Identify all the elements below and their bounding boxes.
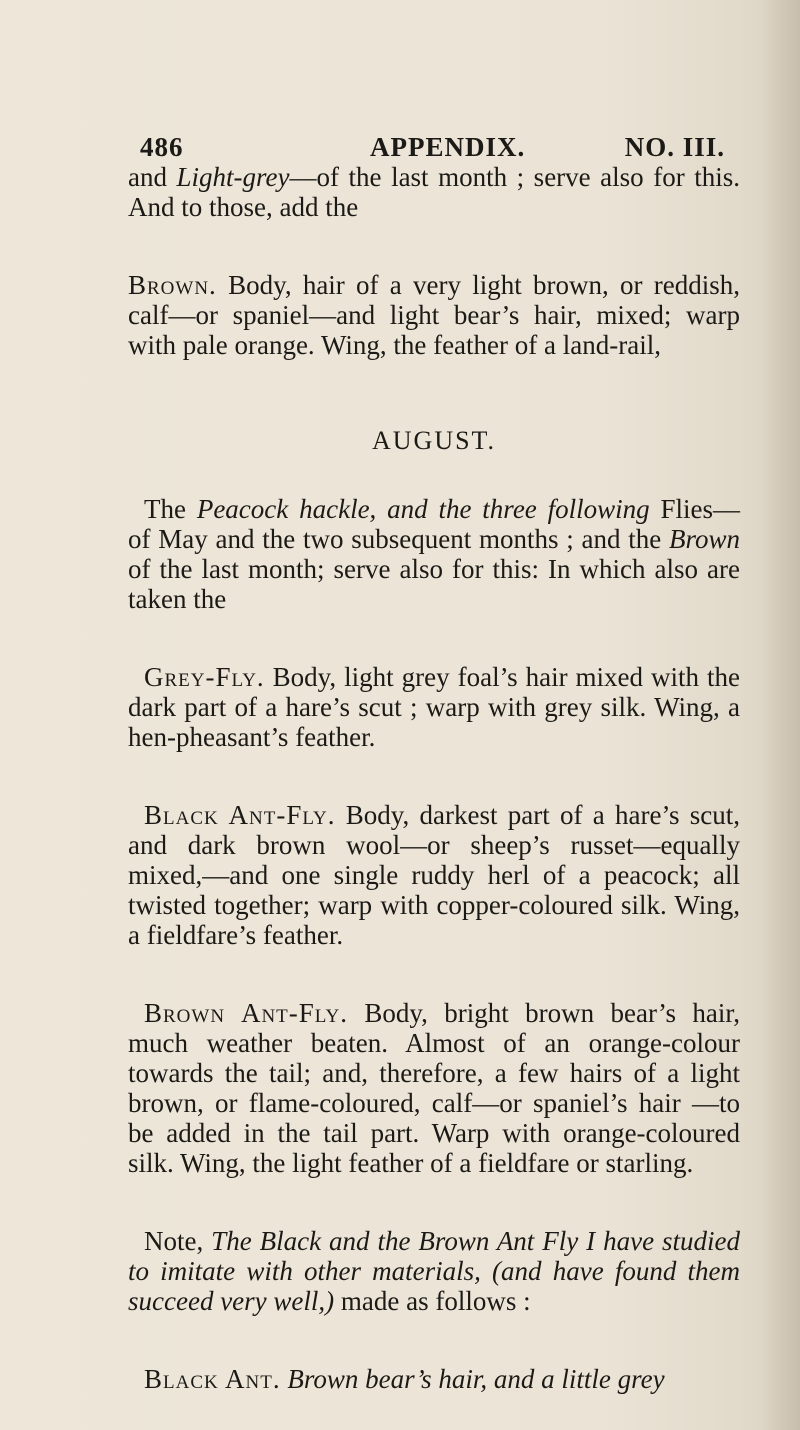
italic-text: Brown bear’s hair, and a little grey [280, 1364, 665, 1394]
italic-text: Brown [668, 524, 740, 554]
italic-text: Peacock hackle, and the three following [196, 494, 650, 524]
paragraph-light-grey [128, 162, 740, 222]
paragraph-note [128, 1226, 740, 1316]
paragraph-text: —of the last month ; serve also for this. And to those, add the [128, 162, 740, 222]
fly-name: Brown. [128, 270, 217, 300]
paragraph-text: Note, [144, 1226, 212, 1256]
paragraph-black-ant-fly [128, 800, 740, 950]
fly-name: Grey-Fly. [144, 662, 265, 692]
paragraph-text: Flies— of May and the two subsequent months ; and the [128, 494, 741, 554]
fly-name: Black Ant-Fly. [144, 800, 336, 830]
body-text [128, 162, 740, 1394]
page-edge-shadow [760, 0, 800, 1430]
paragraph-text: and [128, 162, 177, 192]
month-heading: AUGUST. [371, 426, 497, 455]
paragraph-brown [128, 270, 740, 360]
paragraph-black-ant [128, 1364, 740, 1394]
italic-text: The Black and the Brown Ant Fly I have studied to imitate with other materials, (and have found them succeed very well,) [128, 1226, 740, 1316]
fly-name: Black Ant. [144, 1364, 281, 1394]
paragraph-text: Body, light grey foal’s hair mixed with the dark part of a hare’s scut ; warp with grey silk. Wing, a hen-pheasant’s feather. [128, 662, 740, 752]
page-number: 486 [140, 132, 184, 162]
paragraph-text: made as follows : [334, 1286, 531, 1316]
paragraph-august-intro [128, 494, 740, 614]
paragraph-brown-ant-fly [128, 998, 740, 1178]
paragraph-text: Body, darkest part of a hare’s scut, and dark brown wool—or sheep’s russet—equally mixed,—and one single ruddy herl of a peacock; all twisted together; warp with copper-coloured silk. Wing, a fieldfare’s feather. [128, 800, 740, 950]
paragraph-text: Body, bright brown bear’s hair, much weather beaten. Almost of an orange-colour towards the tail; and, therefore, a few hairs of a light brown, or flame-coloured, calf—or spaniel’s hair —to be added in the tail part. Warp with orange-coloured silk. Wing, the light feather of a fieldfare or starling. [128, 998, 741, 1178]
paragraph-grey-fly [128, 662, 740, 752]
fly-name: Brown Ant-Fly. [144, 998, 348, 1028]
running-title: APPENDIX. [370, 132, 526, 162]
section-label: NO. III. [624, 132, 725, 162]
paragraph-text: The [144, 494, 197, 524]
paragraph-text: of the last month; serve also for this: In which also are taken the [128, 554, 740, 614]
paragraph-text: Body, hair of a very light brown, or reddish, calf—or spaniel—and light bear’s hair, mixed; warp with pale orange. Wing, the feather of a land-rail, [128, 270, 740, 360]
fly-name-italic: Light-grey [176, 162, 290, 192]
